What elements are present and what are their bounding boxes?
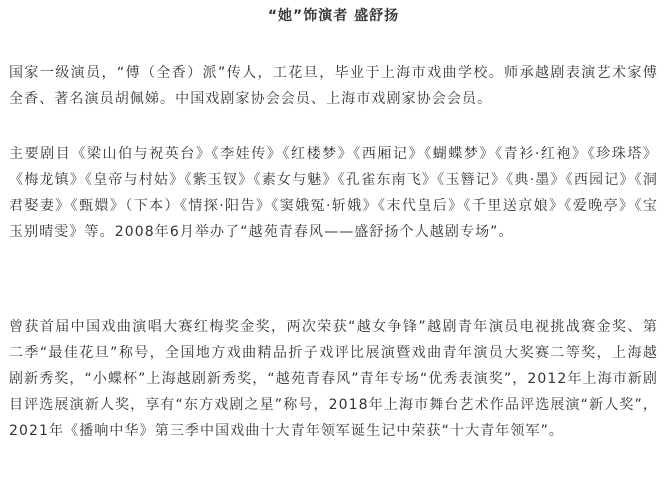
article-title: “她”饰演者 盛舒扬 <box>267 8 400 24</box>
paragraph-intro: 国家一级演员，“傅（全香）派”传人，工花旦，毕业于上海市戏曲学校。师承越剧表演艺术家傅全香、著名演员胡佩娣。中国戏剧家协会会员、上海市戏剧家协会会员。 <box>9 65 658 107</box>
paragraph-repertoire: 主要剧目《梁山伯与祝英台》《李娃传》《红楼梦》《西厢记》《蝴蝶梦》《青衫·红袍》《珍珠塔》《梅龙镇》《皇帝与村姑》《紫玉钗》《素女与魅》《孔雀东南飞》《玉簪记》《典·墨》《西园记》《洞君娶妻》《甄嬛》（下本）《情探·阳告》《窦娥冤·斩娥》《末代皇后》《千里送京娘》《爱晚亭》《宝玉别晴雯》等。2008年6月举办了“越苑青春风——盛舒扬个人越剧专场”。 <box>9 146 658 240</box>
paragraph-awards: 曾获首届中国戏曲演唱大赛红梅奖金奖，两次荣获“越女争锋”越剧青年演员电视挑战赛金奖、第二季“最佳花旦”称号，全国地方戏曲精品折子戏评比展演暨戏曲青年演员大奖赛二等奖，上海越剧新秀奖，“小蝶杯”上海越剧新秀奖，“越苑青春风”青年专场“优秀表演奖”，2012年上海市新剧目评选展演新人奖，享有“东方戏剧之星”称号，2018年上海市舞台艺术作品评选展演“新人奖”，2021年《播响中华》第三季中国戏曲十大青年领军诞生记中荣获“十大青年领军”。 <box>9 319 658 439</box>
